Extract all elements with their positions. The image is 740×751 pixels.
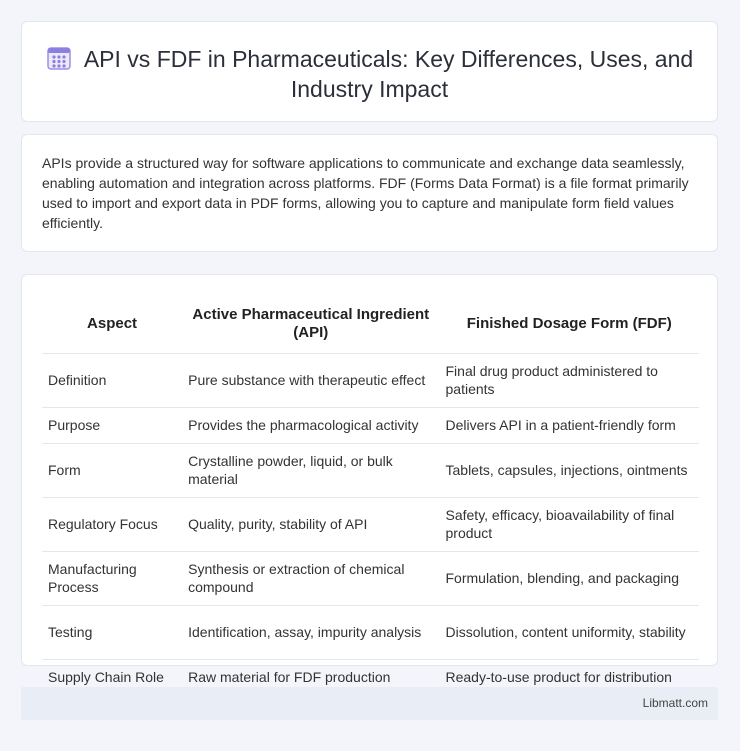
cell-aspect: Testing bbox=[42, 605, 182, 659]
cell-fdf: Final drug product administered to patients bbox=[440, 353, 700, 407]
title-card bbox=[21, 21, 718, 122]
cell-aspect: Supply Chain Role bbox=[48, 669, 164, 685]
intro-paragraph: APIs provide a structured way for software applications to communicate and exchange data seamlessly, enabling automation and integration across platforms. FDF (Forms Data Format) is a file format primarily used to import and export data in PDF forms, allowing you to capture and manipulate form field values efficiently. bbox=[42, 155, 689, 231]
cell-api: Provides the pharmacological activity bbox=[182, 407, 439, 443]
header-api: Active Pharmaceutical Ingredient (API) bbox=[182, 295, 439, 353]
cell-api: Crystalline powder, liquid, or bulk material bbox=[182, 443, 439, 497]
cell-aspect: Form bbox=[42, 443, 182, 497]
table-row bbox=[42, 551, 699, 605]
comparison-table-card bbox=[21, 274, 718, 685]
table-row bbox=[42, 353, 699, 407]
cell-aspect: Manufacturing Process bbox=[42, 551, 182, 605]
cell-aspect: Purpose bbox=[42, 407, 182, 443]
header-fdf: Finished Dosage Form (FDF) bbox=[440, 295, 700, 353]
table-row bbox=[42, 407, 699, 443]
cell-aspect: Regulatory Focus bbox=[42, 497, 182, 551]
table-header-row bbox=[42, 295, 699, 353]
table-row bbox=[42, 443, 699, 497]
cell-api: Raw material for FDF production bbox=[188, 669, 391, 685]
footer-bar bbox=[21, 687, 718, 720]
calendar-grid-icon bbox=[46, 45, 72, 71]
cell-aspect: Definition bbox=[42, 353, 182, 407]
table-row bbox=[42, 497, 699, 551]
cell-fdf: Dissolution, content uniformity, stability bbox=[440, 605, 700, 659]
table-row bbox=[42, 605, 699, 659]
footer-brand-link[interactable]: Libmatt.com bbox=[642, 696, 708, 710]
cell-api: Identification, assay, impurity analysis bbox=[182, 605, 439, 659]
cell-api: Pure substance with therapeutic effect bbox=[182, 353, 439, 407]
cell-api: Synthesis or extraction of chemical compound bbox=[182, 551, 439, 605]
cell-fdf: Delivers API in a patient-friendly form bbox=[440, 407, 700, 443]
cell-fdf: Tablets, capsules, injections, ointments bbox=[440, 443, 700, 497]
cell-api: Quality, purity, stability of API bbox=[182, 497, 439, 551]
cell-fdf: Safety, efficacy, bioavailability of final product bbox=[440, 497, 700, 551]
intro-card bbox=[21, 134, 718, 252]
comparison-table bbox=[42, 295, 699, 695]
page-title-wrap bbox=[22, 44, 717, 104]
header-aspect: Aspect bbox=[42, 295, 182, 353]
cell-fdf: Formulation, blending, and packaging bbox=[440, 551, 700, 605]
cell-fdf: Ready-to-use product for distribution bbox=[445, 669, 672, 685]
page-title: API vs FDF in Pharmaceuticals: Key Differences, Uses, and Industry Impact bbox=[83, 46, 694, 102]
